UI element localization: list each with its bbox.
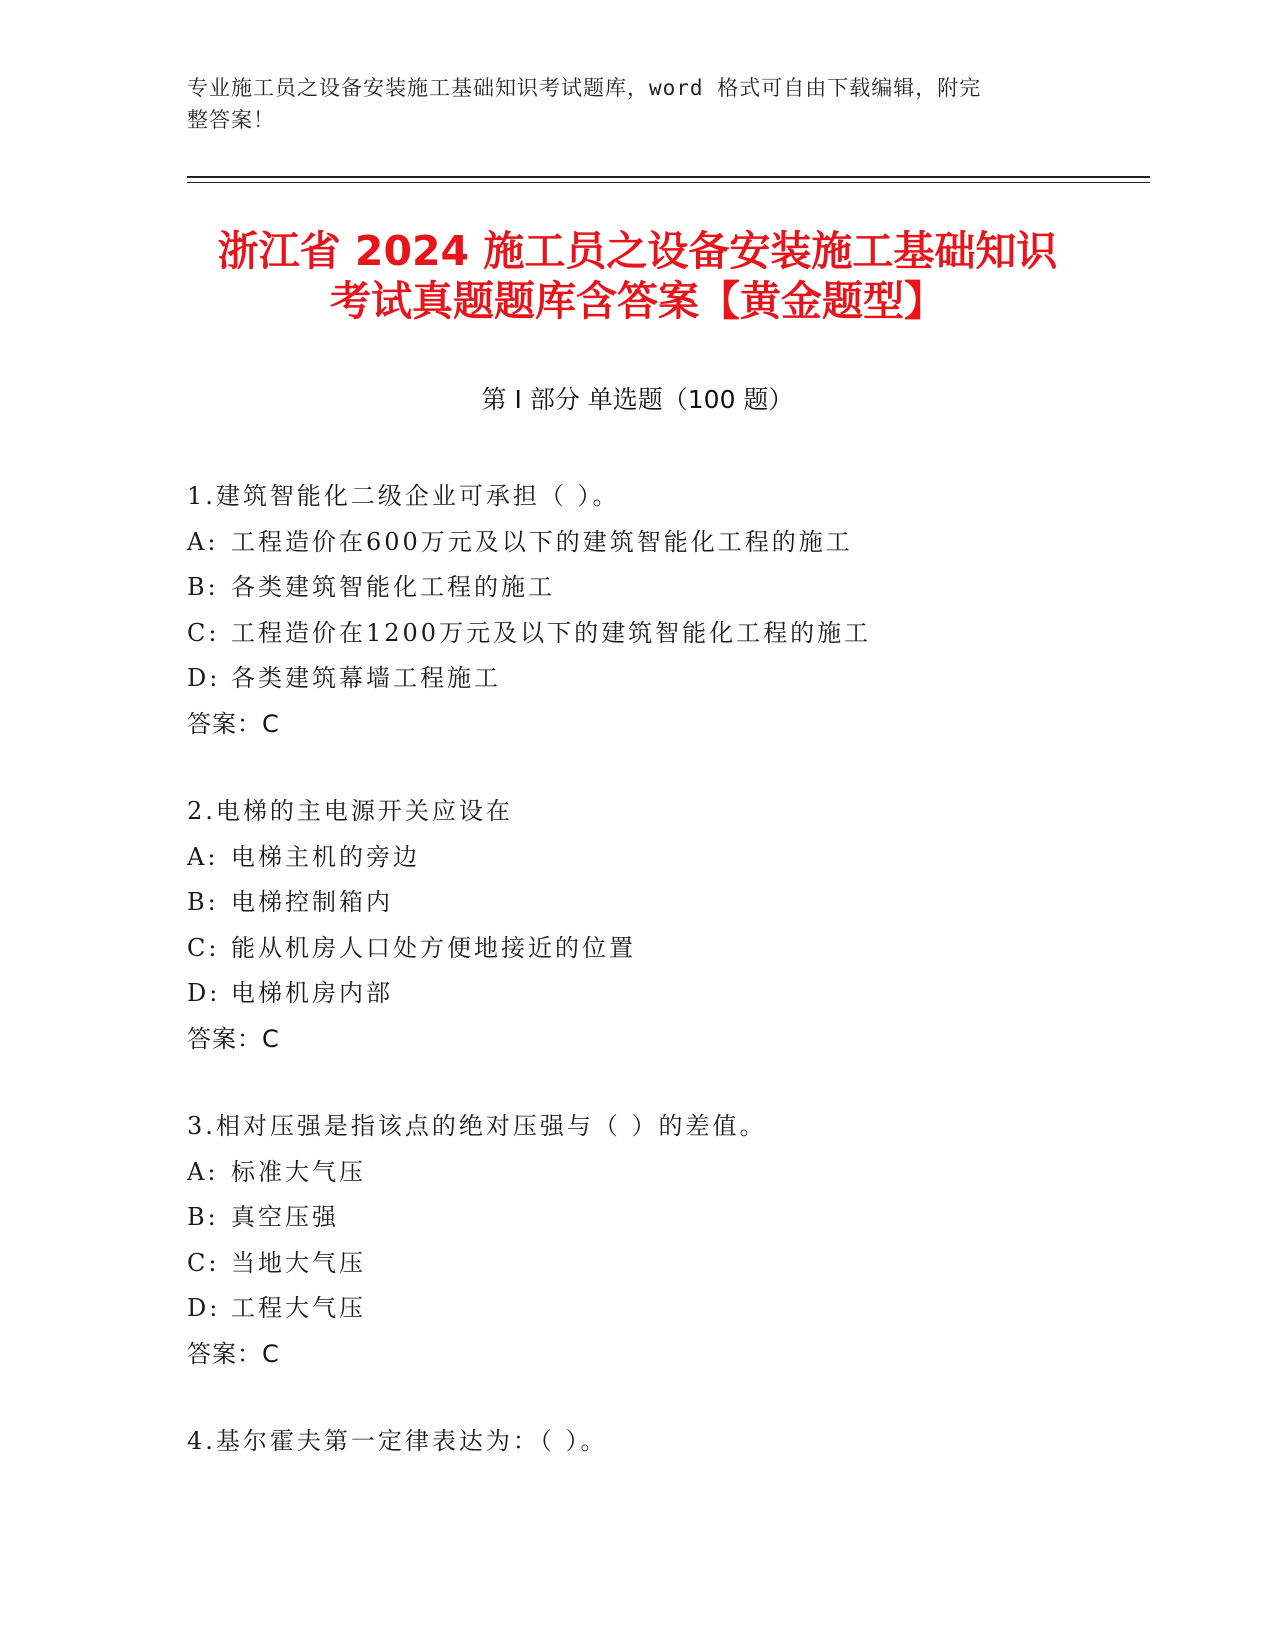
question-option [187,656,1147,702]
question-answer: 答案：C [187,1024,280,1053]
header-note-line: 整答案！ [187,108,275,132]
option-key: C: [187,618,220,647]
question-stem: 3.相对压强是指该点的绝对压强与（ ）的差值。 [187,1112,767,1140]
header-note-line: 专业施工员之设备安装施工基础知识考试题库，word 格式可自由下载编辑，附完 [187,76,982,100]
question-option [187,835,1147,881]
option-key: B: [187,1203,219,1231]
option-text: 工程大气压 [231,1294,366,1322]
header-note [187,72,1067,136]
option-key: A: [187,842,219,871]
option-key: C: [187,1248,220,1277]
question-option [187,565,1147,611]
question-stem: 1.建筑智能化二级企业可承担（ ）。 [187,482,620,510]
option-text: 工程造价在600万元及以下的建筑智能化工程的施工 [231,527,853,556]
question-option [187,880,1147,926]
option-key: C: [187,933,220,962]
option-key: A: [187,527,219,556]
question-option [187,1241,1147,1287]
question-item [187,1104,1147,1377]
option-text: 各类建筑幕墙工程施工 [231,664,501,692]
question-option [187,611,1147,657]
question-list [187,474,1147,1507]
document-title-line: 考试真题题库含答案【黄金题型】 [330,277,945,325]
document-title [150,226,1125,326]
option-key: D: [187,664,221,692]
question-item [187,789,1147,1062]
option-text: 电梯机房内部 [231,979,393,1007]
option-key: D: [187,1294,221,1322]
question-item [187,1419,1147,1465]
question-stem: 2.电梯的主电源开关应设在 [187,797,513,825]
option-key: B: [187,888,219,916]
question-option [187,1150,1147,1196]
option-text: 电梯主机的旁边 [231,842,420,871]
option-key: B: [187,573,219,601]
question-answer: 答案：C [187,709,280,738]
option-key: A: [187,1157,219,1186]
question-answer: 答案：C [187,1339,280,1368]
question-item [187,474,1147,747]
option-text: 工程造价在1200万元及以下的建筑智能化工程的施工 [231,618,872,647]
question-option [187,1286,1147,1332]
option-text: 真空压强 [231,1203,339,1231]
option-text: 电梯控制箱内 [231,888,393,916]
question-option [187,926,1147,972]
question-option [187,971,1147,1017]
question-stem: 4.基尔霍夫第一定律表达为：（ ）。 [187,1427,608,1455]
section-title: 第 I 部分 单选题（100 题） [481,385,794,414]
option-text: 当地大气压 [231,1248,366,1277]
option-text: 各类建筑智能化工程的施工 [231,573,555,601]
document-title-line: 浙江省 2024 施工员之设备安装施工基础知识 [217,227,1058,275]
option-key: D: [187,979,221,1007]
option-text: 标准大气压 [231,1157,366,1186]
question-option [187,520,1147,566]
header-divider-thin [187,182,1150,183]
question-option [187,1195,1147,1241]
header-divider-thick [187,176,1150,178]
option-text: 能从机房人口处方便地接近的位置 [231,933,636,962]
